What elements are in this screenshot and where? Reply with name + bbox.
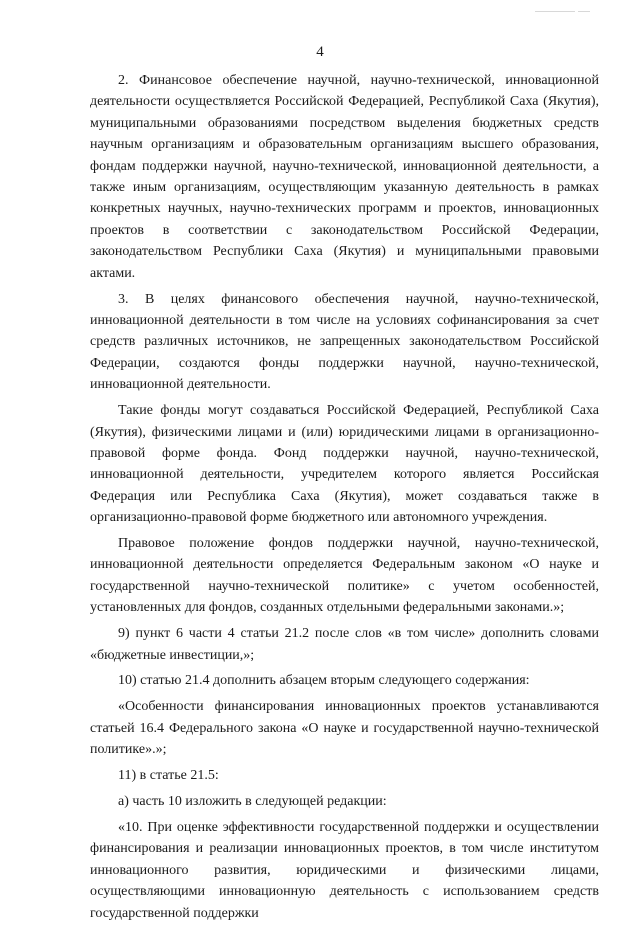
paragraph: «10. При оценке эффективности государственной поддержки и осуществлении финансирования и реализации инновационных проектов, в том числе институтом инновационного развития, юридическими и физическими лицами, осуществляющими инновационную деятельность с использованием средств государственной поддержки: [90, 819, 599, 921]
scan-artifact: [578, 11, 590, 12]
paragraph: «Особенности финансирования инновационных проектов устанавливаются статьей 16.4 Федерального закона «О науке и государственной научно-технической политике».»;: [90, 699, 599, 758]
paragraph: 9) пункт 6 части 4 статьи 21.2 после слов «в том числе» дополнить словами «бюджетные инвестиции,»;: [90, 626, 599, 663]
paragraph: 2. Финансовое обеспечение научной, научно-технической, инновационной деятельности осуществляется Российской Федерацией, Республикой Саха (Якутия), муниципальными образованиями посредством выделения бюджетных средств научным организациям и образовательным организациям высшего образования, фондам поддержки научной, научно-технической, инновационной деятельности, а также иным организациям, осуществляющим указанную деятельность в рамках конкретных научных, научно-технических программ и проектов, инновационных проектов в соответствии с законодательством Российской Федерации, законодательством Республики Саха (Якутия) и муниципальными правовыми актами.: [90, 73, 599, 281]
paragraph: а) часть 10 изложить в следующей редакции:: [118, 794, 387, 809]
paragraph: Такие фонды могут создаваться Российской Федерацией, Республикой Саха (Якутия), физическими лицами и (или) юридическими лицами в организационно-правовой форме фонда. Фонд поддержки научной, научно-технической, инновационной деятельности, учредителем которого является Российская Федерация или Республика Саха (Якутия), может создаваться также в организационно-правовой форме бюджетного или автономного учреждения.: [90, 403, 599, 526]
scan-artifact: [535, 11, 575, 12]
page-number: 4: [316, 44, 324, 60]
paragraph: 11) в статье 21.5:: [118, 768, 219, 784]
paragraph: 3. В целях финансового обеспечения научной, научно-технической, инновационной деятельности в том числе на условиях софинансирования за счет средств различных источников, не запрещенных законодательством Российской Федерации, создаются фонды поддержки научной, научно-технической, инновационной деятельности.: [90, 291, 599, 393]
document-body: [90, 70, 599, 928]
paragraph: Правовое положение фондов поддержки научной, научно-технической, инновационной деятельности определяется Федеральным законом «О науке и государственной научно-технической политике» с учетом особенностей, установленных для фондов, созданных отдельными федеральными законами.»;: [90, 536, 599, 616]
paragraph: 10) статью 21.4 дополнить абзацем вторым следующего содержания:: [118, 673, 530, 689]
